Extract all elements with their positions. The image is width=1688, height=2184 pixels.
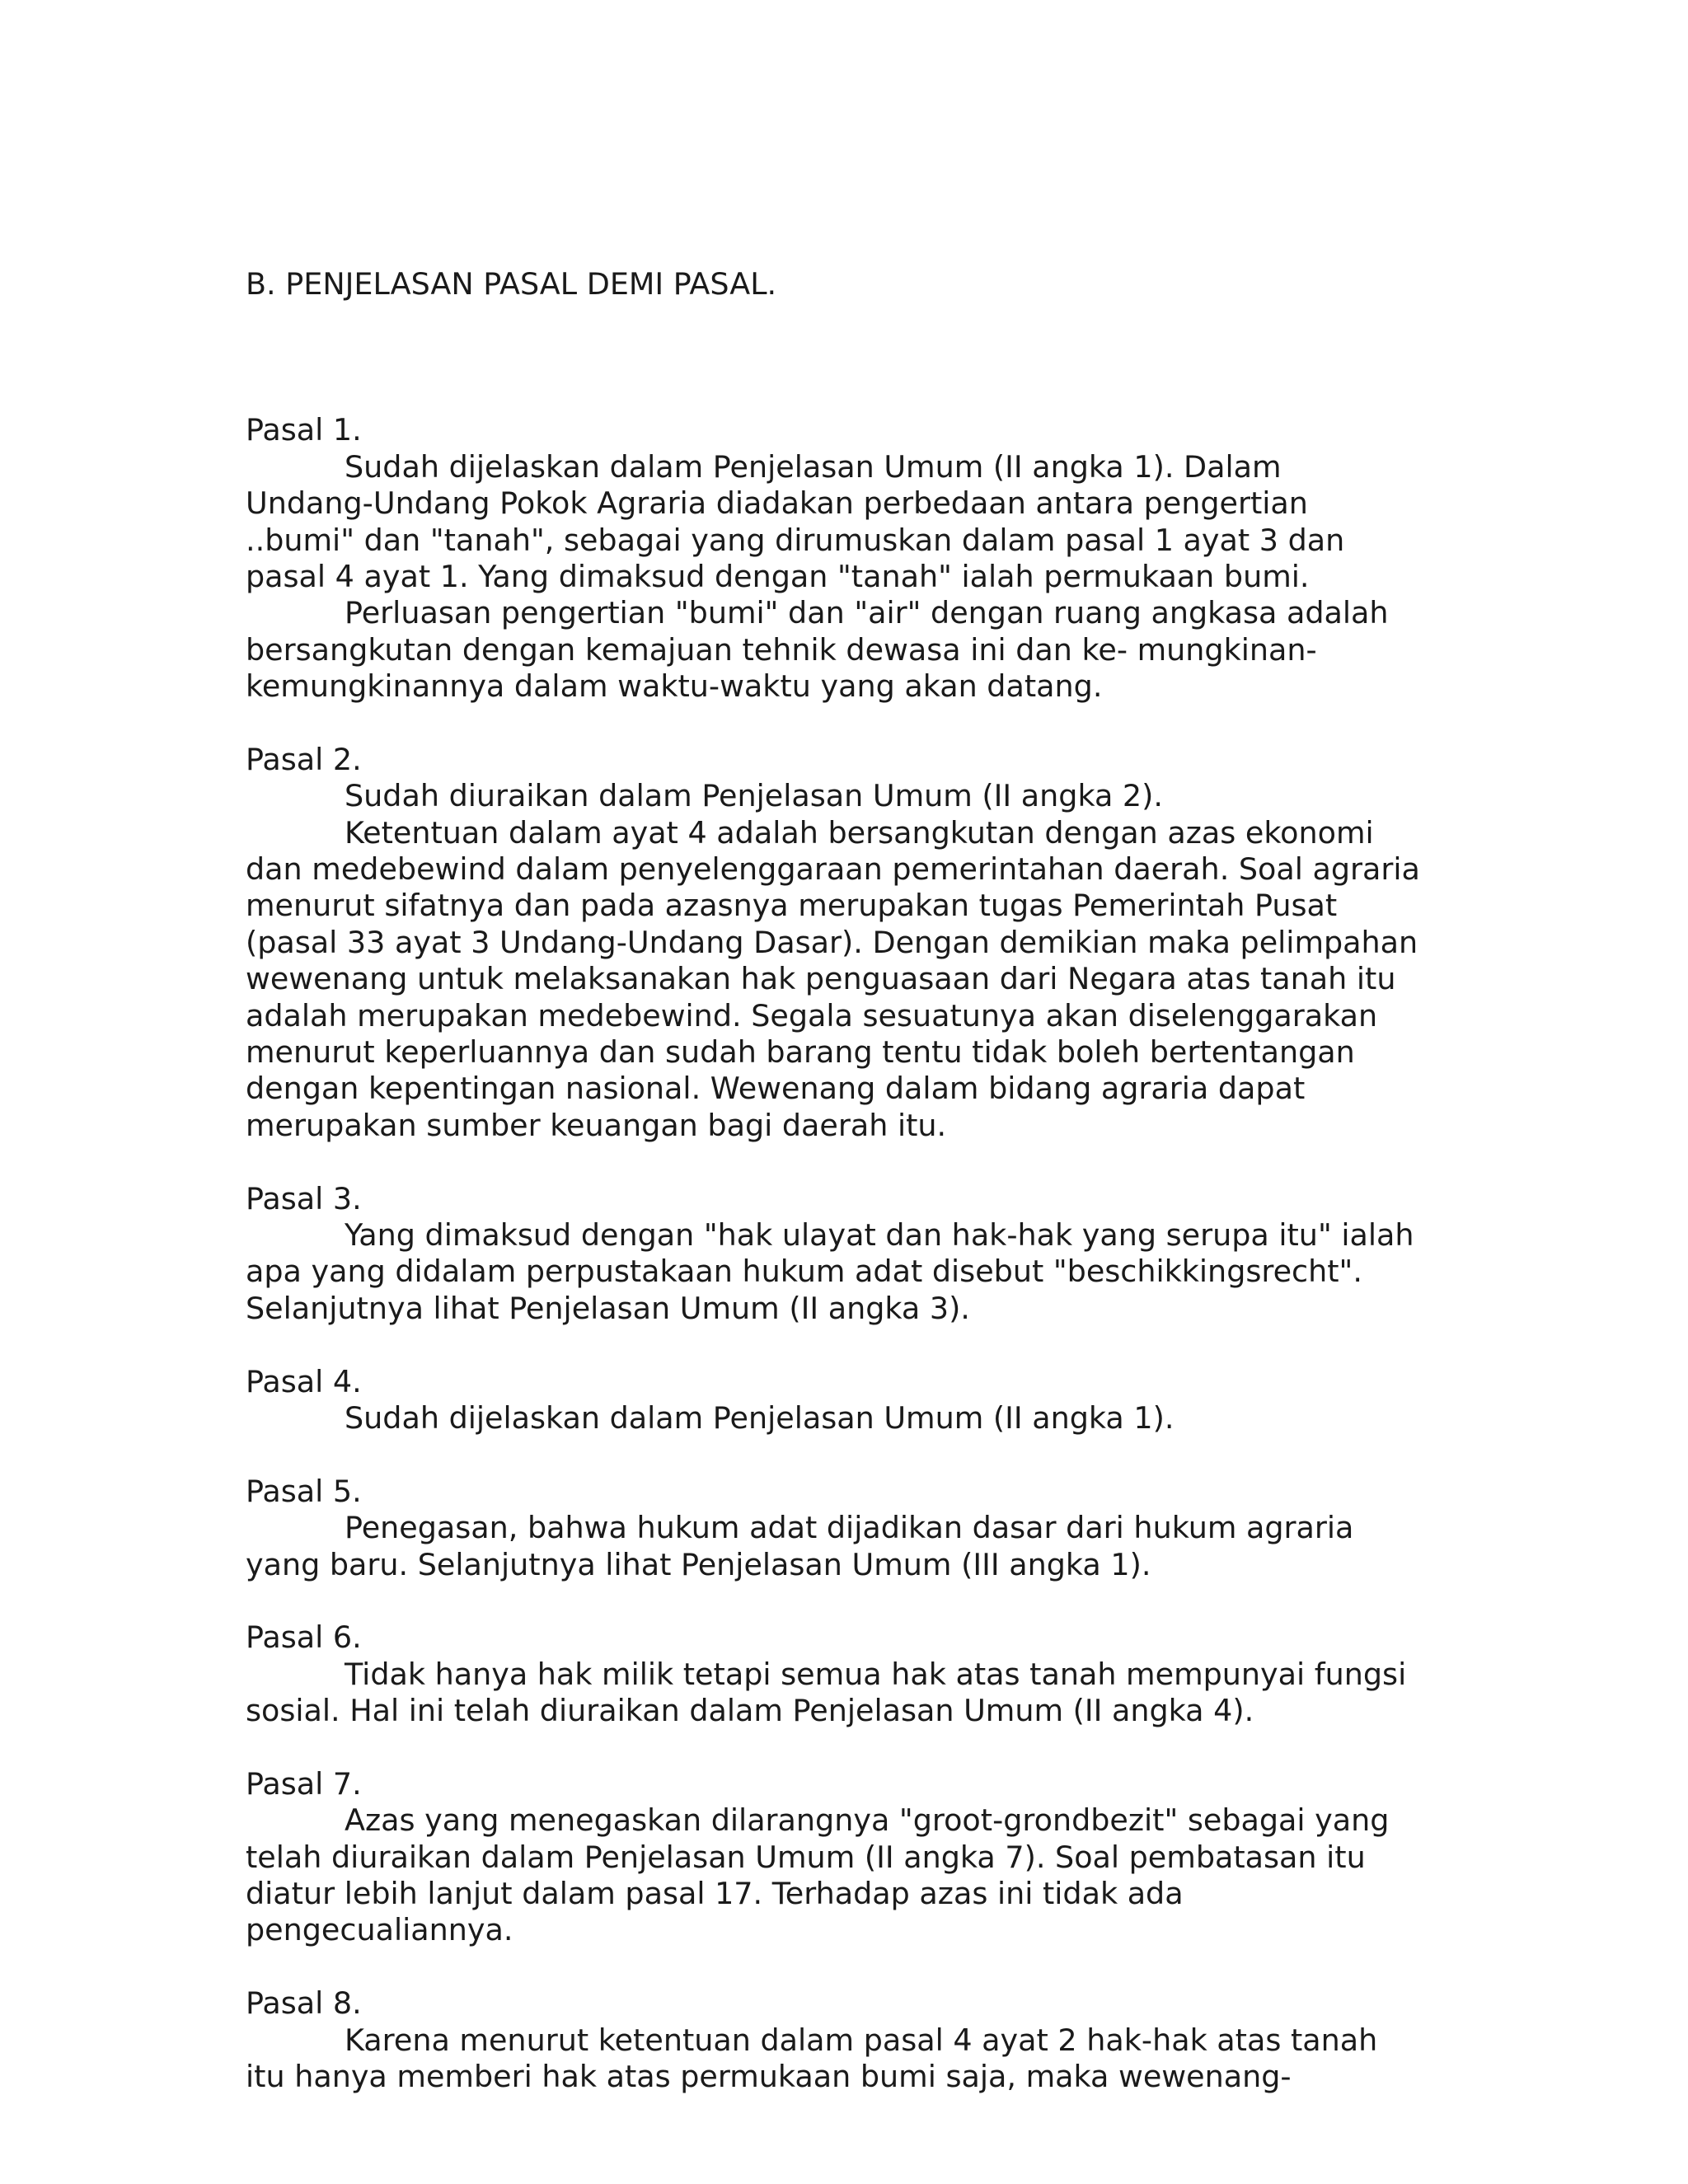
- paragraph-line: Azas yang menegaskan dilarangnya "groot-grondbezit" sebagai yang: [345, 1802, 1390, 1839]
- document-heading: B. PENJELASAN PASAL DEMI PASAL.: [246, 265, 777, 302]
- paragraph-line: Sudah diuraikan dalam Penjelasan Umum (II angka 2).: [345, 778, 1163, 814]
- section-title: Pasal 2.: [246, 741, 362, 777]
- paragraph-line: menurut keperluannya dan sudah barang tentu tidak boleh bertentangan: [246, 1034, 1355, 1071]
- section-gap: [246, 1327, 1465, 1363]
- section-gap: [246, 1949, 1465, 1985]
- paragraph-line: apa yang didalam perpustakaan hukum adat disebut "beschikkingsrecht".: [246, 1254, 1362, 1290]
- paragraph-line: pengecualiannya.: [246, 1912, 513, 1948]
- section-title: Pasal 1.: [246, 412, 362, 448]
- paragraph-line: Yang dimaksud dengan "hak ulayat dan hak-hak yang serupa itu" ialah: [345, 1217, 1414, 1253]
- paragraph-line: dengan kepentingan nasional. Wewenang dalam bidang agraria dapat: [246, 1071, 1306, 1107]
- paragraph-line: telah diuraikan dalam Penjelasan Umum (II angka 7). Soal pembatasan itu: [246, 1839, 1366, 1875]
- paragraph-line: Sudah dijelaskan dalam Penjelasan Umum (II angka 1). Dalam: [345, 448, 1282, 485]
- section-gap: [246, 705, 1465, 742]
- section-gap: [246, 1729, 1465, 1765]
- section-title: Pasal 7.: [246, 1765, 362, 1802]
- paragraph-line: dan medebewind dalam penyelenggaraan pemerintahan daerah. Soal agraria: [246, 851, 1420, 888]
- document-page: [246, 193, 1465, 2132]
- document-sections: [246, 376, 1465, 2095]
- paragraph-line: adalah merupakan medebewind. Segala sesuatunya akan diselenggarakan: [246, 997, 1378, 1033]
- paragraph-line: bersangkutan dengan kemajuan tehnik dewasa ini dan ke- mungkinan-: [246, 631, 1317, 668]
- paragraph-line: menurut sifatnya dan pada azasnya merupakan tugas Pemerintah Pusat: [246, 888, 1338, 924]
- paragraph-line: merupakan sumber keuangan bagi daerah itu.: [246, 1107, 947, 1143]
- section-title: Pasal 8.: [246, 1985, 362, 2022]
- paragraph-line: Ketentuan dalam ayat 4 adalah bersangkutan dengan azas ekonomi: [345, 814, 1374, 851]
- paragraph-line: Karena menurut ketentuan dalam pasal 4 ayat 2 hak-hak atas tanah: [345, 2022, 1378, 2058]
- paragraph-line: Tidak hanya hak milik tetapi semua hak atas tanah mempunyai fungsi: [345, 1656, 1407, 1692]
- paragraph-line: diatur lebih lanjut dalam pasal 17. Terhadap azas ini tidak ada: [246, 1876, 1184, 1912]
- paragraph-line: sosial. Hal ini telah diuraikan dalam Penjelasan Umum (II angka 4).: [246, 1693, 1254, 1729]
- paragraph-line: Selanjutnya lihat Penjelasan Umum (II angka 3).: [246, 1290, 970, 1326]
- paragraph-line: (pasal 33 ayat 3 Undang-Undang Dasar). Dengan demikian maka pelimpahan: [246, 924, 1418, 960]
- paragraph-line: Penegasan, bahwa hukum adat dijadikan dasar dari hukum agraria: [345, 1510, 1354, 1546]
- section-gap: [246, 1436, 1465, 1473]
- paragraph-line: Sudah dijelaskan dalam Penjelasan Umum (II angka 1).: [345, 1399, 1175, 1436]
- paragraph-line: Undang-Undang Pokok Agraria diadakan perbedaan antara pengertian: [246, 485, 1308, 522]
- section-title: Pasal 5.: [246, 1473, 362, 1509]
- paragraph-line: Perluasan pengertian "bumi" dan "air" dengan ruang angkasa adalah: [345, 595, 1389, 631]
- paragraph-line: kemungkinannya dalam waktu-waktu yang akan datang.: [246, 668, 1103, 705]
- section-gap: [246, 1144, 1465, 1180]
- section-title: Pasal 6.: [246, 1619, 362, 1656]
- paragraph-line: pasal 4 ayat 1. Yang dimaksud dengan "tanah" ialah permukaan bumi.: [246, 558, 1310, 594]
- section-gap: [246, 376, 1465, 412]
- section-title: Pasal 4.: [246, 1363, 362, 1399]
- section-gap: [246, 1583, 1465, 1619]
- section-title: Pasal 3.: [246, 1180, 362, 1216]
- paragraph-line: yang baru. Selanjutnya lihat Penjelasan Umum (III angka 1).: [246, 1546, 1151, 1582]
- paragraph-line: wewenang untuk melaksanakan hak penguasaan dari Negara atas tanah itu: [246, 961, 1396, 997]
- paragraph-line: itu hanya memberi hak atas permukaan bumi saja, maka wewenang-: [246, 2058, 1292, 2094]
- paragraph-line: ..bumi" dan "tanah", sebagai yang dirumuskan dalam pasal 1 ayat 3 dan: [246, 522, 1345, 558]
